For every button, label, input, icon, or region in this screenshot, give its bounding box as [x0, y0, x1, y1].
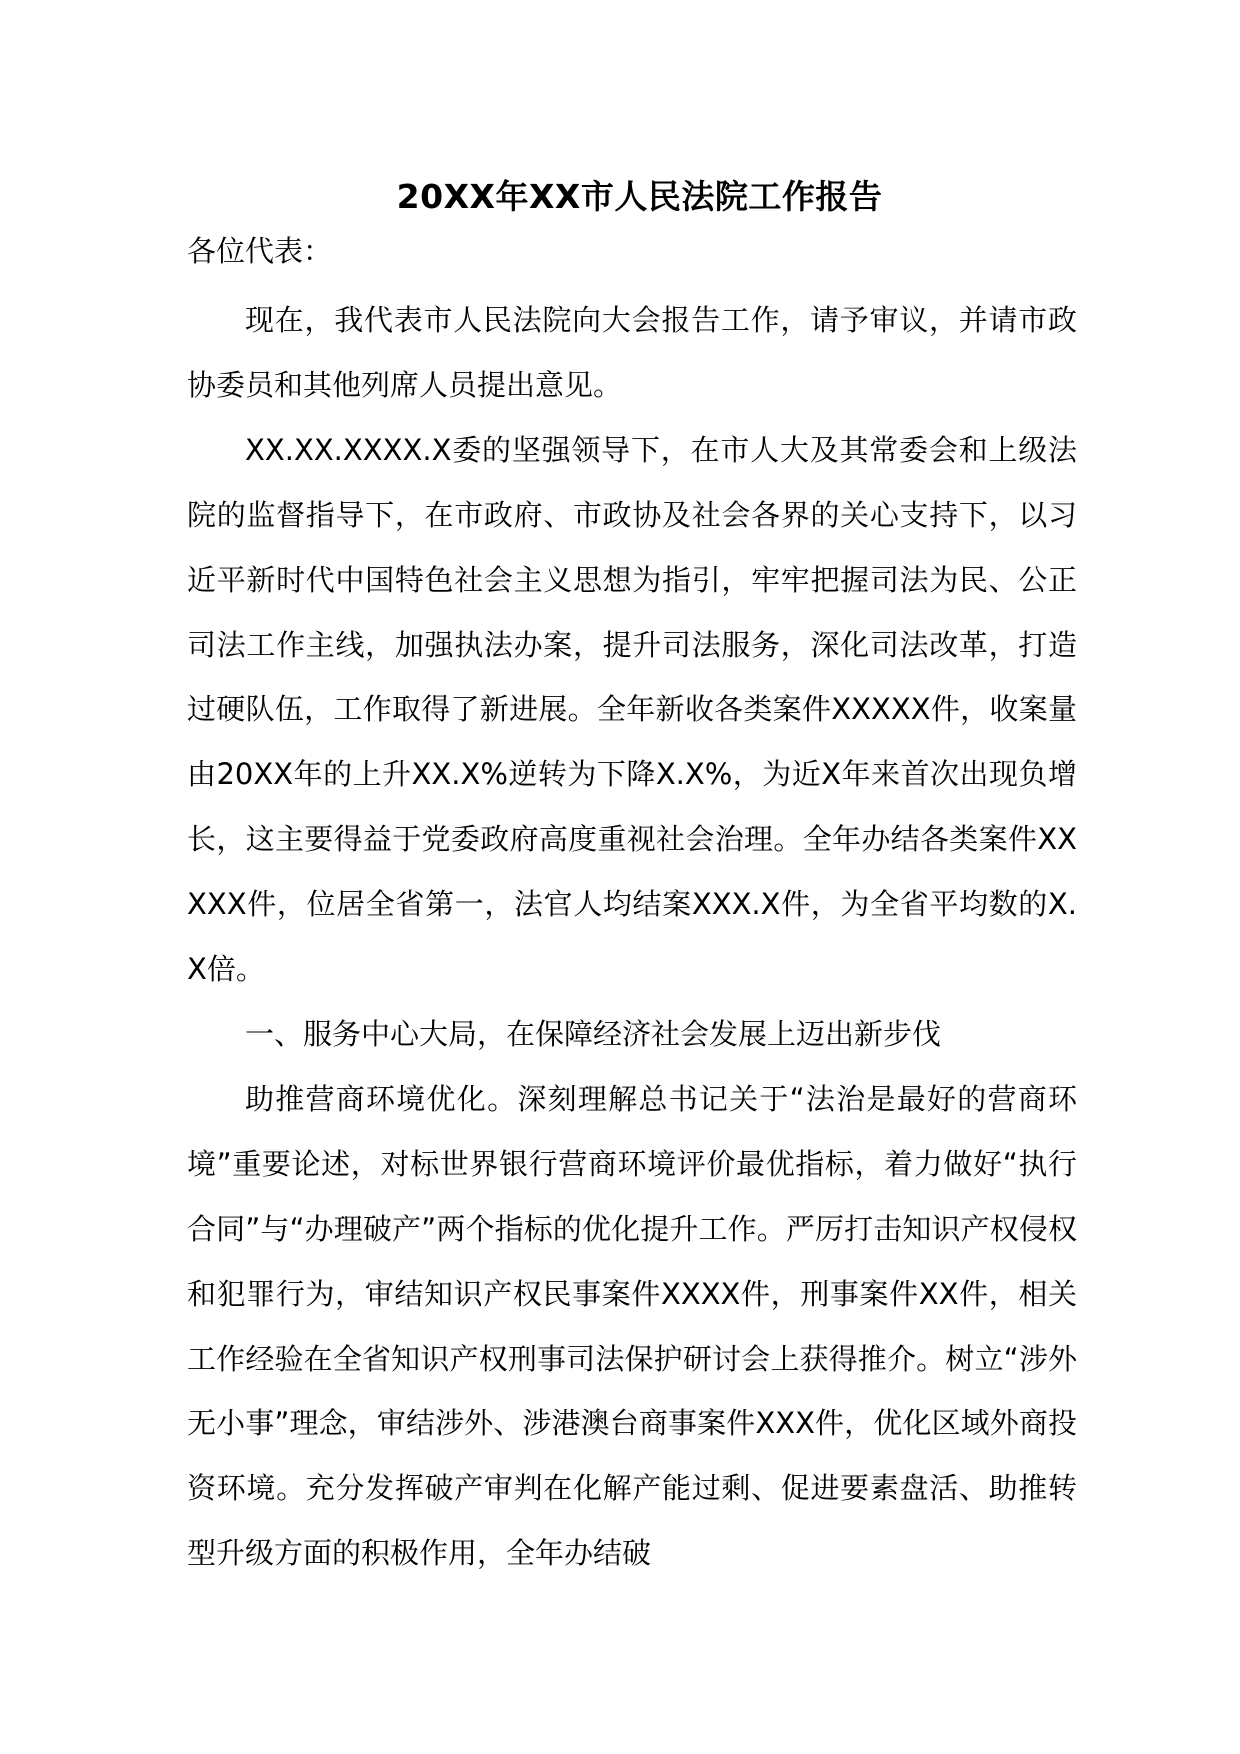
paragraph-summary: XX.XX.XXXX.X委的坚强领导下，在市人大及其常委会和上级法院的监督指导下，在市政府、市政协及社会各界的关心支持下，以习近平新时代中国特色社会主义思想为指引，牢牢把握司法为民、公正司法工作主线，加强执法办案，提升司法服务，深化司法改革，打造过硬队伍，工作取得了新进展。全年新收各类案件XXXXX件，收案量由20XX年的上升XX.X%逆转为下降X.X%，为近X年来首次出现负增长，这主要得益于党委政府高度重视社会治理。全年办结各类案件XXXXX件，位居全省第一，法官人均结案XXX.X件，为全省平均数的X.X倍。 [187, 432, 1077, 987]
paragraph-intro: 现在，我代表市人民法院向大会报告工作，请予审议，并请市政协委员和其他列席人员提出意见。 [187, 303, 1077, 402]
paragraph-business-environment: 助推营商环境优化。深刻理解总书记关于“法治是最好的营商环境”重要论述，对标世界银行营商环境评价最优指标，着力做好“执行合同”与“办理破产”两个指标的优化提升工作。严厉打击知识产权侵权和犯罪行为，审结知识产权民事案件XXXX件，刑事案件XX件，相关工作经验在全省知识产权刑事司法保护研讨会上获得推介。树立“涉外无小事”理念，审结涉外、涉港澳台商事案件XXX件，优化区域外商投资环境。充分发挥破产审判在化解产能过剩、促进要素盘活、助推转型升级方面的积极作用，全年办结破 [187, 1081, 1077, 1571]
document-body [187, 288, 1077, 1586]
salutation: 各位代表： [187, 234, 333, 268]
section-heading: 一、服务中心大局，在保障经济社会发展上迈出新步伐 [245, 1016, 942, 1051]
document-title: 20XX年XX市人民法院工作报告 [396, 177, 883, 216]
document-page [187, 172, 1077, 1586]
